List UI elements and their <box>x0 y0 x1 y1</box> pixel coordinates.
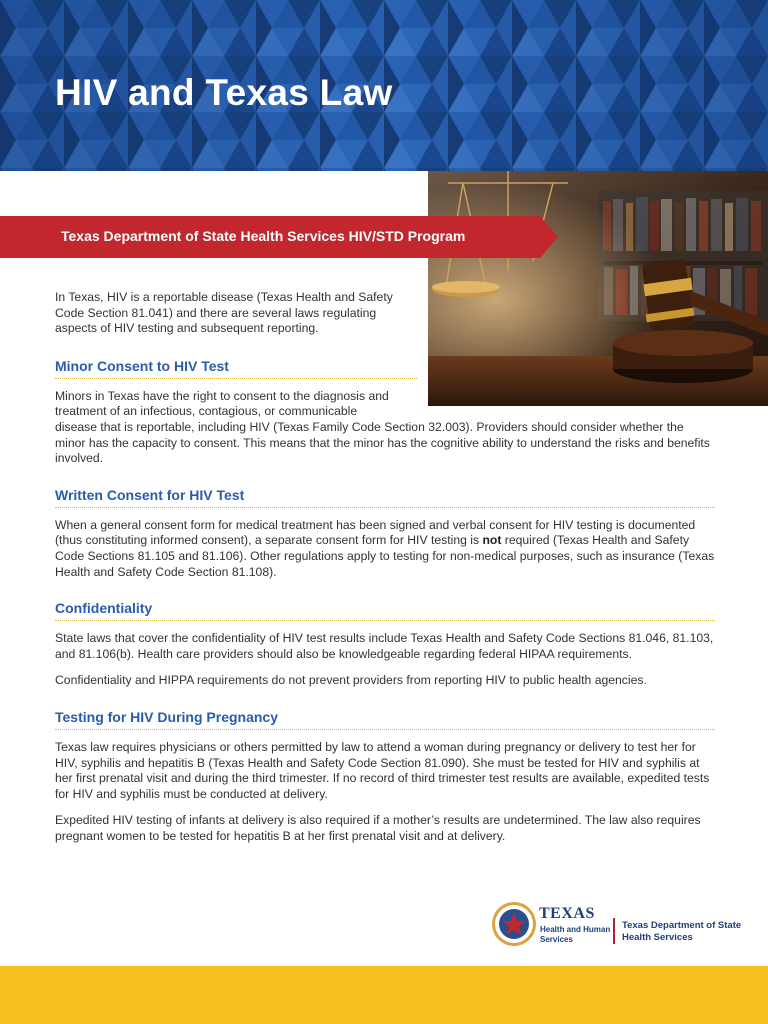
section-title-pregnancy: Testing for HIV During Pregnancy <box>55 709 715 730</box>
hhs-name <box>540 925 620 945</box>
pregnancy-paragraph-2: Expedited HIV testing of infants at delivery is also required if a mother’s results are undetermined. The law also requires pregnant women to be tested for hepatitis B at her first prenatal visit and at delivery. <box>55 813 701 843</box>
page-title: HIV and Texas Law <box>55 72 393 113</box>
ribbon-text: Texas Department of State Health Services HIV/STD Program <box>61 228 466 244</box>
section-title-confidentiality: Confidentiality <box>55 600 715 621</box>
dshs-line-1: Texas Department of State <box>622 920 742 931</box>
main-content <box>55 290 715 844</box>
section-title-minor-consent: Minor Consent to HIV Test <box>55 358 417 379</box>
footer-logos <box>491 901 742 951</box>
pregnancy-paragraph-1: Texas law requires physicians or others permitted by law to attend a woman during pregnancy or delivery to test her for HIV, syphilis and hepatitis B (Texas Health and Safety Code Section 81.090). She must be tested for HIV and syphilis at her first prenatal visit and during the third trimester. If no record of third trimester test results are available, expedited tests for HIV and syphilis must be conducted at delivery. <box>55 739 710 801</box>
minor-consent-line1: Minors in Texas have the right to consent to the diagnosis and treatment of an infectious, contagious, or communicable <box>55 388 389 419</box>
hhs-line-2: Services <box>540 935 573 944</box>
program-ribbon <box>0 216 558 258</box>
hhs-line-1: Health and Human <box>540 925 611 934</box>
written-consent-paragraph <box>55 518 715 580</box>
dshs-name <box>622 920 742 944</box>
written-consent-text-a: When a general consent form for medical treatment has been signed and verbal consent for HIV testing is documented (thus constituting informed consent), a separate consent form for HIV testing is <box>55 517 696 548</box>
written-consent-bold-not: not <box>482 533 502 548</box>
written-consent-text-b: required (Texas Health and Safety Code Sections 81.105 and 81.106). Other regulations apply to testing for non-medical purposes, such as insurance (Texas Health and Safety Code Section 81.108). <box>55 533 715 579</box>
texas-seal-icon <box>491 901 537 947</box>
texas-wordmark: TEXAS <box>539 905 595 922</box>
confidentiality-paragraph-1: State laws that cover the confidentiality of HIV test results include Texas Health and Safety Code Sections 81.046, 81.103, and 81.106(b). Health care providers should also be knowledgeable regarding federal HIPAA requirements. <box>55 631 714 661</box>
minor-consent-rest: disease that is reportable, including HIV (Texas Family Code Section 32.003). Providers should consider whether the minor has the capacity to consent. This means that the minor has the cognitive ability to understand the risks and benefits involved. <box>55 419 710 466</box>
minor-consent-paragraph <box>55 389 715 467</box>
intro-paragraph: In Texas, HIV is a reportable disease (Texas Health and Safety Code Section 81.041) and there are several laws regulating aspects of HIV testing and subsequent reporting. <box>55 290 393 336</box>
footer-bar <box>0 966 768 1024</box>
logo-divider <box>613 918 615 944</box>
confidentiality-paragraph-2: Confidentiality and HIPPA requirements do not prevent providers from reporting HIV to public health agencies. <box>55 673 647 688</box>
section-title-written-consent: Written Consent for HIV Test <box>55 487 715 508</box>
header-banner <box>0 0 768 171</box>
dshs-line-2: Health Services <box>622 932 693 943</box>
